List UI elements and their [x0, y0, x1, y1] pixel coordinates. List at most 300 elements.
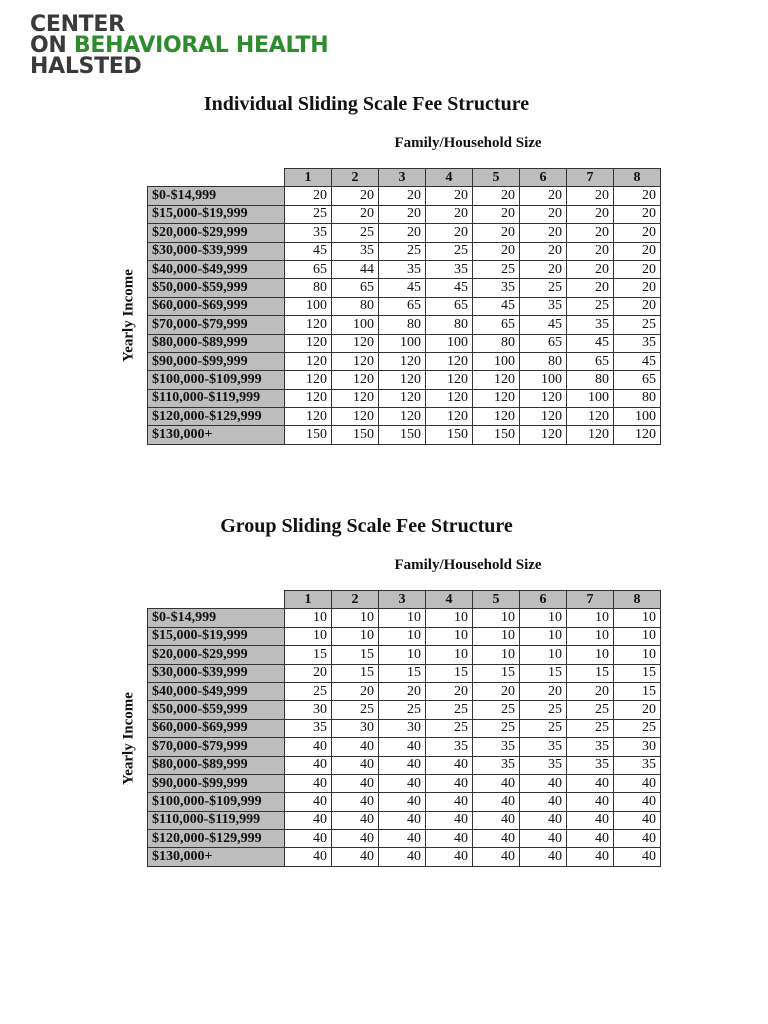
fee-cell: 65 [614, 371, 661, 389]
income-bracket-cell: $30,000-$39,999 [148, 664, 285, 682]
income-bracket-cell: $90,000-$99,999 [148, 774, 285, 792]
fee-cell: 20 [614, 297, 661, 315]
fee-cell: 40 [426, 811, 473, 829]
fee-cell: 10 [520, 627, 567, 645]
fee-cell: 20 [473, 242, 520, 260]
column-header: 6 [520, 169, 567, 187]
fee-cell: 10 [379, 646, 426, 664]
fee-cell: 40 [379, 756, 426, 774]
fee-cell: 120 [473, 371, 520, 389]
column-header: 4 [426, 169, 473, 187]
fee-cell: 20 [379, 187, 426, 205]
column-header: 5 [473, 591, 520, 609]
fee-cell: 35 [614, 756, 661, 774]
income-bracket-cell: $110,000-$119,999 [148, 389, 285, 407]
income-bracket-cell: $15,000-$19,999 [148, 627, 285, 645]
table-row [148, 389, 661, 407]
table-row [148, 793, 661, 811]
fee-cell: 65 [567, 352, 614, 370]
table-row [148, 848, 661, 866]
table-row [148, 334, 661, 352]
fee-cell: 40 [426, 793, 473, 811]
fee-cell: 40 [379, 830, 426, 848]
column-header: 7 [567, 591, 614, 609]
fee-cell: 10 [379, 627, 426, 645]
income-bracket-cell: $60,000-$69,999 [148, 719, 285, 737]
income-bracket-cell: $0-$14,999 [148, 609, 285, 627]
fee-cell: 10 [614, 646, 661, 664]
fee-cell: 120 [285, 371, 332, 389]
fee-cell: 25 [520, 701, 567, 719]
fee-cell: 15 [520, 664, 567, 682]
fee-cell: 30 [614, 738, 661, 756]
column-header: 1 [285, 169, 332, 187]
column-header: 8 [614, 591, 661, 609]
fee-cell: 120 [520, 408, 567, 426]
fee-cell: 120 [332, 371, 379, 389]
fee-cell: 35 [473, 756, 520, 774]
fee-cell: 10 [379, 609, 426, 627]
income-bracket-cell: $80,000-$89,999 [148, 334, 285, 352]
fee-cell: 20 [473, 187, 520, 205]
fee-cell: 40 [332, 793, 379, 811]
fee-cell: 100 [614, 408, 661, 426]
fee-cell: 20 [426, 205, 473, 223]
income-bracket-cell: $40,000-$49,999 [148, 682, 285, 700]
table-row [148, 811, 661, 829]
fee-cell: 40 [379, 793, 426, 811]
fee-cell: 20 [473, 682, 520, 700]
fee-cell: 25 [614, 719, 661, 737]
fee-cell: 120 [473, 408, 520, 426]
column-header: 2 [332, 169, 379, 187]
fee-cell: 20 [379, 682, 426, 700]
fee-cell: 40 [332, 738, 379, 756]
table-row [148, 242, 661, 260]
fee-cell: 35 [285, 224, 332, 242]
fee-cell: 40 [285, 738, 332, 756]
fee-cell: 120 [426, 389, 473, 407]
fee-cell: 40 [520, 811, 567, 829]
fee-cell: 10 [332, 609, 379, 627]
fee-cell: 100 [520, 371, 567, 389]
fee-cell: 25 [332, 224, 379, 242]
fee-cell: 20 [614, 279, 661, 297]
fee-cell: 10 [473, 646, 520, 664]
fee-cell: 20 [567, 279, 614, 297]
income-bracket-cell: $130,000+ [148, 848, 285, 866]
fee-cell: 15 [614, 664, 661, 682]
fee-cell: 120 [285, 316, 332, 334]
fee-cell: 65 [285, 260, 332, 278]
fee-cell: 40 [473, 774, 520, 792]
income-bracket-cell: $0-$14,999 [148, 187, 285, 205]
table-row [148, 627, 661, 645]
fee-cell: 25 [614, 316, 661, 334]
fee-cell: 40 [332, 811, 379, 829]
fee-cell: 20 [520, 224, 567, 242]
fee-cell: 40 [332, 756, 379, 774]
fee-cell: 30 [285, 701, 332, 719]
fee-cell: 15 [332, 646, 379, 664]
column-header: 1 [285, 591, 332, 609]
fee-cell: 80 [520, 352, 567, 370]
fee-cell: 35 [379, 260, 426, 278]
fee-cell: 10 [520, 609, 567, 627]
fee-cell: 20 [332, 205, 379, 223]
column-header: 8 [614, 169, 661, 187]
individual-title: Individual Sliding Scale Fee Structure [203, 93, 530, 115]
fee-cell: 40 [426, 774, 473, 792]
fee-cell: 20 [614, 224, 661, 242]
fee-cell: 40 [473, 811, 520, 829]
fee-cell: 10 [426, 609, 473, 627]
fee-cell: 20 [614, 701, 661, 719]
group-subtitle: Family/Household Size [394, 557, 542, 573]
fee-cell: 40 [332, 774, 379, 792]
fee-cell: 40 [567, 830, 614, 848]
fee-cell: 40 [614, 774, 661, 792]
fee-cell: 40 [332, 848, 379, 866]
fee-cell: 35 [473, 738, 520, 756]
individual-fee-table [147, 168, 661, 445]
fee-cell: 20 [567, 205, 614, 223]
fee-cell: 120 [285, 334, 332, 352]
fee-cell: 35 [332, 242, 379, 260]
fee-cell: 10 [473, 627, 520, 645]
fee-cell: 80 [285, 279, 332, 297]
fee-cell: 120 [426, 408, 473, 426]
fee-cell: 45 [426, 279, 473, 297]
table-row [148, 738, 661, 756]
table-row [148, 646, 661, 664]
fee-cell: 20 [520, 187, 567, 205]
fee-cell: 25 [520, 719, 567, 737]
fee-cell: 20 [567, 242, 614, 260]
fee-cell: 35 [520, 738, 567, 756]
fee-cell: 150 [332, 426, 379, 444]
fee-cell: 65 [473, 316, 520, 334]
fee-cell: 100 [285, 297, 332, 315]
fee-cell: 40 [520, 774, 567, 792]
individual-subtitle: Family/Household Size [394, 135, 542, 151]
income-bracket-cell: $60,000-$69,999 [148, 297, 285, 315]
fee-cell: 25 [473, 719, 520, 737]
fee-cell: 150 [426, 426, 473, 444]
fee-cell: 100 [567, 389, 614, 407]
fee-cell: 40 [473, 830, 520, 848]
fee-cell: 80 [426, 316, 473, 334]
fee-cell: 40 [332, 830, 379, 848]
fee-cell: 15 [567, 664, 614, 682]
fee-cell: 40 [567, 793, 614, 811]
fee-cell: 20 [426, 187, 473, 205]
fee-cell: 15 [614, 682, 661, 700]
table-row [148, 187, 661, 205]
fee-cell: 10 [285, 627, 332, 645]
fee-cell: 20 [520, 242, 567, 260]
fee-cell: 65 [332, 279, 379, 297]
fee-cell: 20 [473, 224, 520, 242]
fee-cell: 40 [614, 830, 661, 848]
income-bracket-cell: $100,000-$109,999 [148, 793, 285, 811]
corner-cell [148, 591, 285, 609]
fee-cell: 120 [332, 408, 379, 426]
table-row [148, 609, 661, 627]
fee-cell: 20 [426, 682, 473, 700]
table-row [148, 664, 661, 682]
fee-cell: 35 [285, 719, 332, 737]
table-row [148, 830, 661, 848]
fee-cell: 120 [285, 389, 332, 407]
fee-cell: 100 [379, 334, 426, 352]
fee-cell: 80 [379, 316, 426, 334]
fee-cell: 35 [520, 756, 567, 774]
table-row [148, 682, 661, 700]
fee-cell: 10 [614, 609, 661, 627]
fee-cell: 45 [473, 297, 520, 315]
income-bracket-cell: $80,000-$89,999 [148, 756, 285, 774]
fee-cell: 150 [473, 426, 520, 444]
income-bracket-cell: $130,000+ [148, 426, 285, 444]
column-header: 3 [379, 169, 426, 187]
table-row [148, 719, 661, 737]
fee-cell: 80 [567, 371, 614, 389]
fee-cell: 20 [473, 205, 520, 223]
table-row [148, 279, 661, 297]
fee-cell: 150 [379, 426, 426, 444]
fee-cell: 20 [332, 187, 379, 205]
fee-cell: 120 [567, 408, 614, 426]
fee-cell: 45 [285, 242, 332, 260]
income-bracket-cell: $90,000-$99,999 [148, 352, 285, 370]
fee-cell: 120 [426, 352, 473, 370]
income-bracket-cell: $50,000-$59,999 [148, 701, 285, 719]
fee-cell: 30 [332, 719, 379, 737]
fee-cell: 35 [567, 756, 614, 774]
fee-cell: 10 [426, 646, 473, 664]
income-bracket-cell: $50,000-$59,999 [148, 279, 285, 297]
fee-cell: 25 [285, 205, 332, 223]
fee-cell: 20 [520, 260, 567, 278]
fee-cell: 35 [567, 738, 614, 756]
income-bracket-cell: $20,000-$29,999 [148, 646, 285, 664]
column-header: 6 [520, 591, 567, 609]
fee-cell: 120 [379, 408, 426, 426]
table-row [148, 297, 661, 315]
fee-cell: 35 [520, 297, 567, 315]
column-header: 5 [473, 169, 520, 187]
fee-cell: 25 [567, 701, 614, 719]
logo-line-3: HALSTED [30, 54, 142, 79]
fee-cell: 40 [379, 738, 426, 756]
fee-cell: 40 [285, 793, 332, 811]
header-row [148, 591, 661, 609]
fee-cell: 15 [426, 664, 473, 682]
fee-cell: 120 [332, 352, 379, 370]
fee-cell: 10 [285, 609, 332, 627]
fee-cell: 40 [473, 848, 520, 866]
fee-cell: 20 [379, 205, 426, 223]
fee-cell: 120 [379, 352, 426, 370]
corner-cell [148, 169, 285, 187]
fee-cell: 25 [426, 719, 473, 737]
fee-cell: 40 [285, 756, 332, 774]
group-yaxis-label: Yearly Income [120, 692, 137, 785]
fee-cell: 40 [520, 848, 567, 866]
fee-cell: 25 [426, 242, 473, 260]
fee-cell: 65 [379, 297, 426, 315]
income-bracket-cell: $110,000-$119,999 [148, 811, 285, 829]
income-bracket-cell: $30,000-$39,999 [148, 242, 285, 260]
income-bracket-cell: $70,000-$79,999 [148, 738, 285, 756]
column-header: 4 [426, 591, 473, 609]
fee-cell: 35 [426, 738, 473, 756]
fee-cell: 10 [614, 627, 661, 645]
fee-cell: 20 [520, 205, 567, 223]
fee-cell: 35 [567, 316, 614, 334]
fee-cell: 20 [285, 187, 332, 205]
fee-cell: 40 [379, 811, 426, 829]
table-row [148, 426, 661, 444]
fee-cell: 40 [426, 848, 473, 866]
table-row [148, 352, 661, 370]
fee-cell: 65 [426, 297, 473, 315]
fee-cell: 40 [614, 848, 661, 866]
group-fee-table [147, 590, 661, 867]
fee-cell: 35 [426, 260, 473, 278]
individual-yaxis-label: Yearly Income [120, 269, 137, 362]
fee-cell: 40 [285, 848, 332, 866]
fee-cell: 45 [567, 334, 614, 352]
fee-cell: 20 [520, 682, 567, 700]
fee-cell: 120 [520, 426, 567, 444]
fee-cell: 40 [285, 811, 332, 829]
table-row [148, 774, 661, 792]
column-header: 2 [332, 591, 379, 609]
fee-cell: 40 [520, 793, 567, 811]
fee-cell: 10 [567, 646, 614, 664]
table-row [148, 205, 661, 223]
fee-cell: 20 [614, 242, 661, 260]
fee-cell: 120 [285, 408, 332, 426]
income-bracket-cell: $40,000-$49,999 [148, 260, 285, 278]
fee-cell: 20 [379, 224, 426, 242]
fee-cell: 80 [332, 297, 379, 315]
fee-cell: 80 [614, 389, 661, 407]
fee-cell: 150 [285, 426, 332, 444]
fee-cell: 40 [567, 774, 614, 792]
fee-cell: 40 [285, 774, 332, 792]
fee-cell: 10 [426, 627, 473, 645]
fee-cell: 40 [379, 774, 426, 792]
fee-cell: 40 [567, 811, 614, 829]
table-row [148, 316, 661, 334]
table-row [148, 371, 661, 389]
fee-cell: 40 [379, 848, 426, 866]
fee-cell: 25 [473, 260, 520, 278]
fee-cell: 25 [567, 297, 614, 315]
fee-cell: 100 [426, 334, 473, 352]
table-row [148, 260, 661, 278]
group-title: Group Sliding Scale Fee Structure [220, 515, 513, 537]
fee-cell: 40 [614, 811, 661, 829]
fee-cell: 10 [332, 627, 379, 645]
logo-line-1: CENTER [30, 12, 125, 37]
fee-cell: 20 [332, 682, 379, 700]
fee-cell: 20 [567, 224, 614, 242]
fee-cell: 20 [285, 664, 332, 682]
logo-line-2 [30, 35, 328, 56]
fee-cell: 120 [520, 389, 567, 407]
income-bracket-cell: $15,000-$19,999 [148, 205, 285, 223]
fee-cell: 15 [332, 664, 379, 682]
table-row [148, 224, 661, 242]
fee-cell: 10 [520, 646, 567, 664]
fee-cell: 40 [614, 793, 661, 811]
fee-cell: 120 [426, 371, 473, 389]
fee-cell: 120 [567, 426, 614, 444]
fee-cell: 20 [567, 682, 614, 700]
table-row [148, 408, 661, 426]
income-bracket-cell: $120,000-$129,999 [148, 408, 285, 426]
fee-cell: 15 [285, 646, 332, 664]
income-bracket-cell: $70,000-$79,999 [148, 316, 285, 334]
fee-cell: 25 [426, 701, 473, 719]
fee-cell: 25 [285, 682, 332, 700]
income-bracket-cell: $20,000-$29,999 [148, 224, 285, 242]
fee-cell: 15 [473, 664, 520, 682]
fee-cell: 20 [426, 224, 473, 242]
fee-cell: 30 [379, 719, 426, 737]
fee-cell: 40 [426, 756, 473, 774]
table-row [148, 701, 661, 719]
fee-cell: 120 [473, 389, 520, 407]
fee-cell: 25 [567, 719, 614, 737]
fee-cell: 40 [520, 830, 567, 848]
fee-cell: 20 [614, 205, 661, 223]
fee-cell: 10 [567, 609, 614, 627]
fee-cell: 40 [567, 848, 614, 866]
fee-cell: 35 [473, 279, 520, 297]
fee-cell: 20 [614, 260, 661, 278]
fee-cell: 15 [379, 664, 426, 682]
fee-cell: 120 [614, 426, 661, 444]
fee-cell: 45 [379, 279, 426, 297]
fee-cell: 25 [332, 701, 379, 719]
fee-cell: 35 [614, 334, 661, 352]
fee-cell: 40 [473, 793, 520, 811]
fee-cell: 45 [614, 352, 661, 370]
fee-cell: 40 [285, 830, 332, 848]
fee-cell: 65 [520, 334, 567, 352]
fee-cell: 45 [520, 316, 567, 334]
income-bracket-cell: $120,000-$129,999 [148, 830, 285, 848]
column-header: 7 [567, 169, 614, 187]
organization-logo [30, 14, 328, 77]
fee-cell: 120 [332, 389, 379, 407]
fee-cell: 10 [473, 609, 520, 627]
fee-cell: 120 [379, 371, 426, 389]
fee-cell: 20 [567, 260, 614, 278]
fee-cell: 100 [473, 352, 520, 370]
fee-cell: 20 [614, 187, 661, 205]
fee-cell: 120 [379, 389, 426, 407]
fee-cell: 10 [567, 627, 614, 645]
fee-cell: 20 [567, 187, 614, 205]
fee-cell: 40 [426, 830, 473, 848]
fee-cell: 80 [473, 334, 520, 352]
